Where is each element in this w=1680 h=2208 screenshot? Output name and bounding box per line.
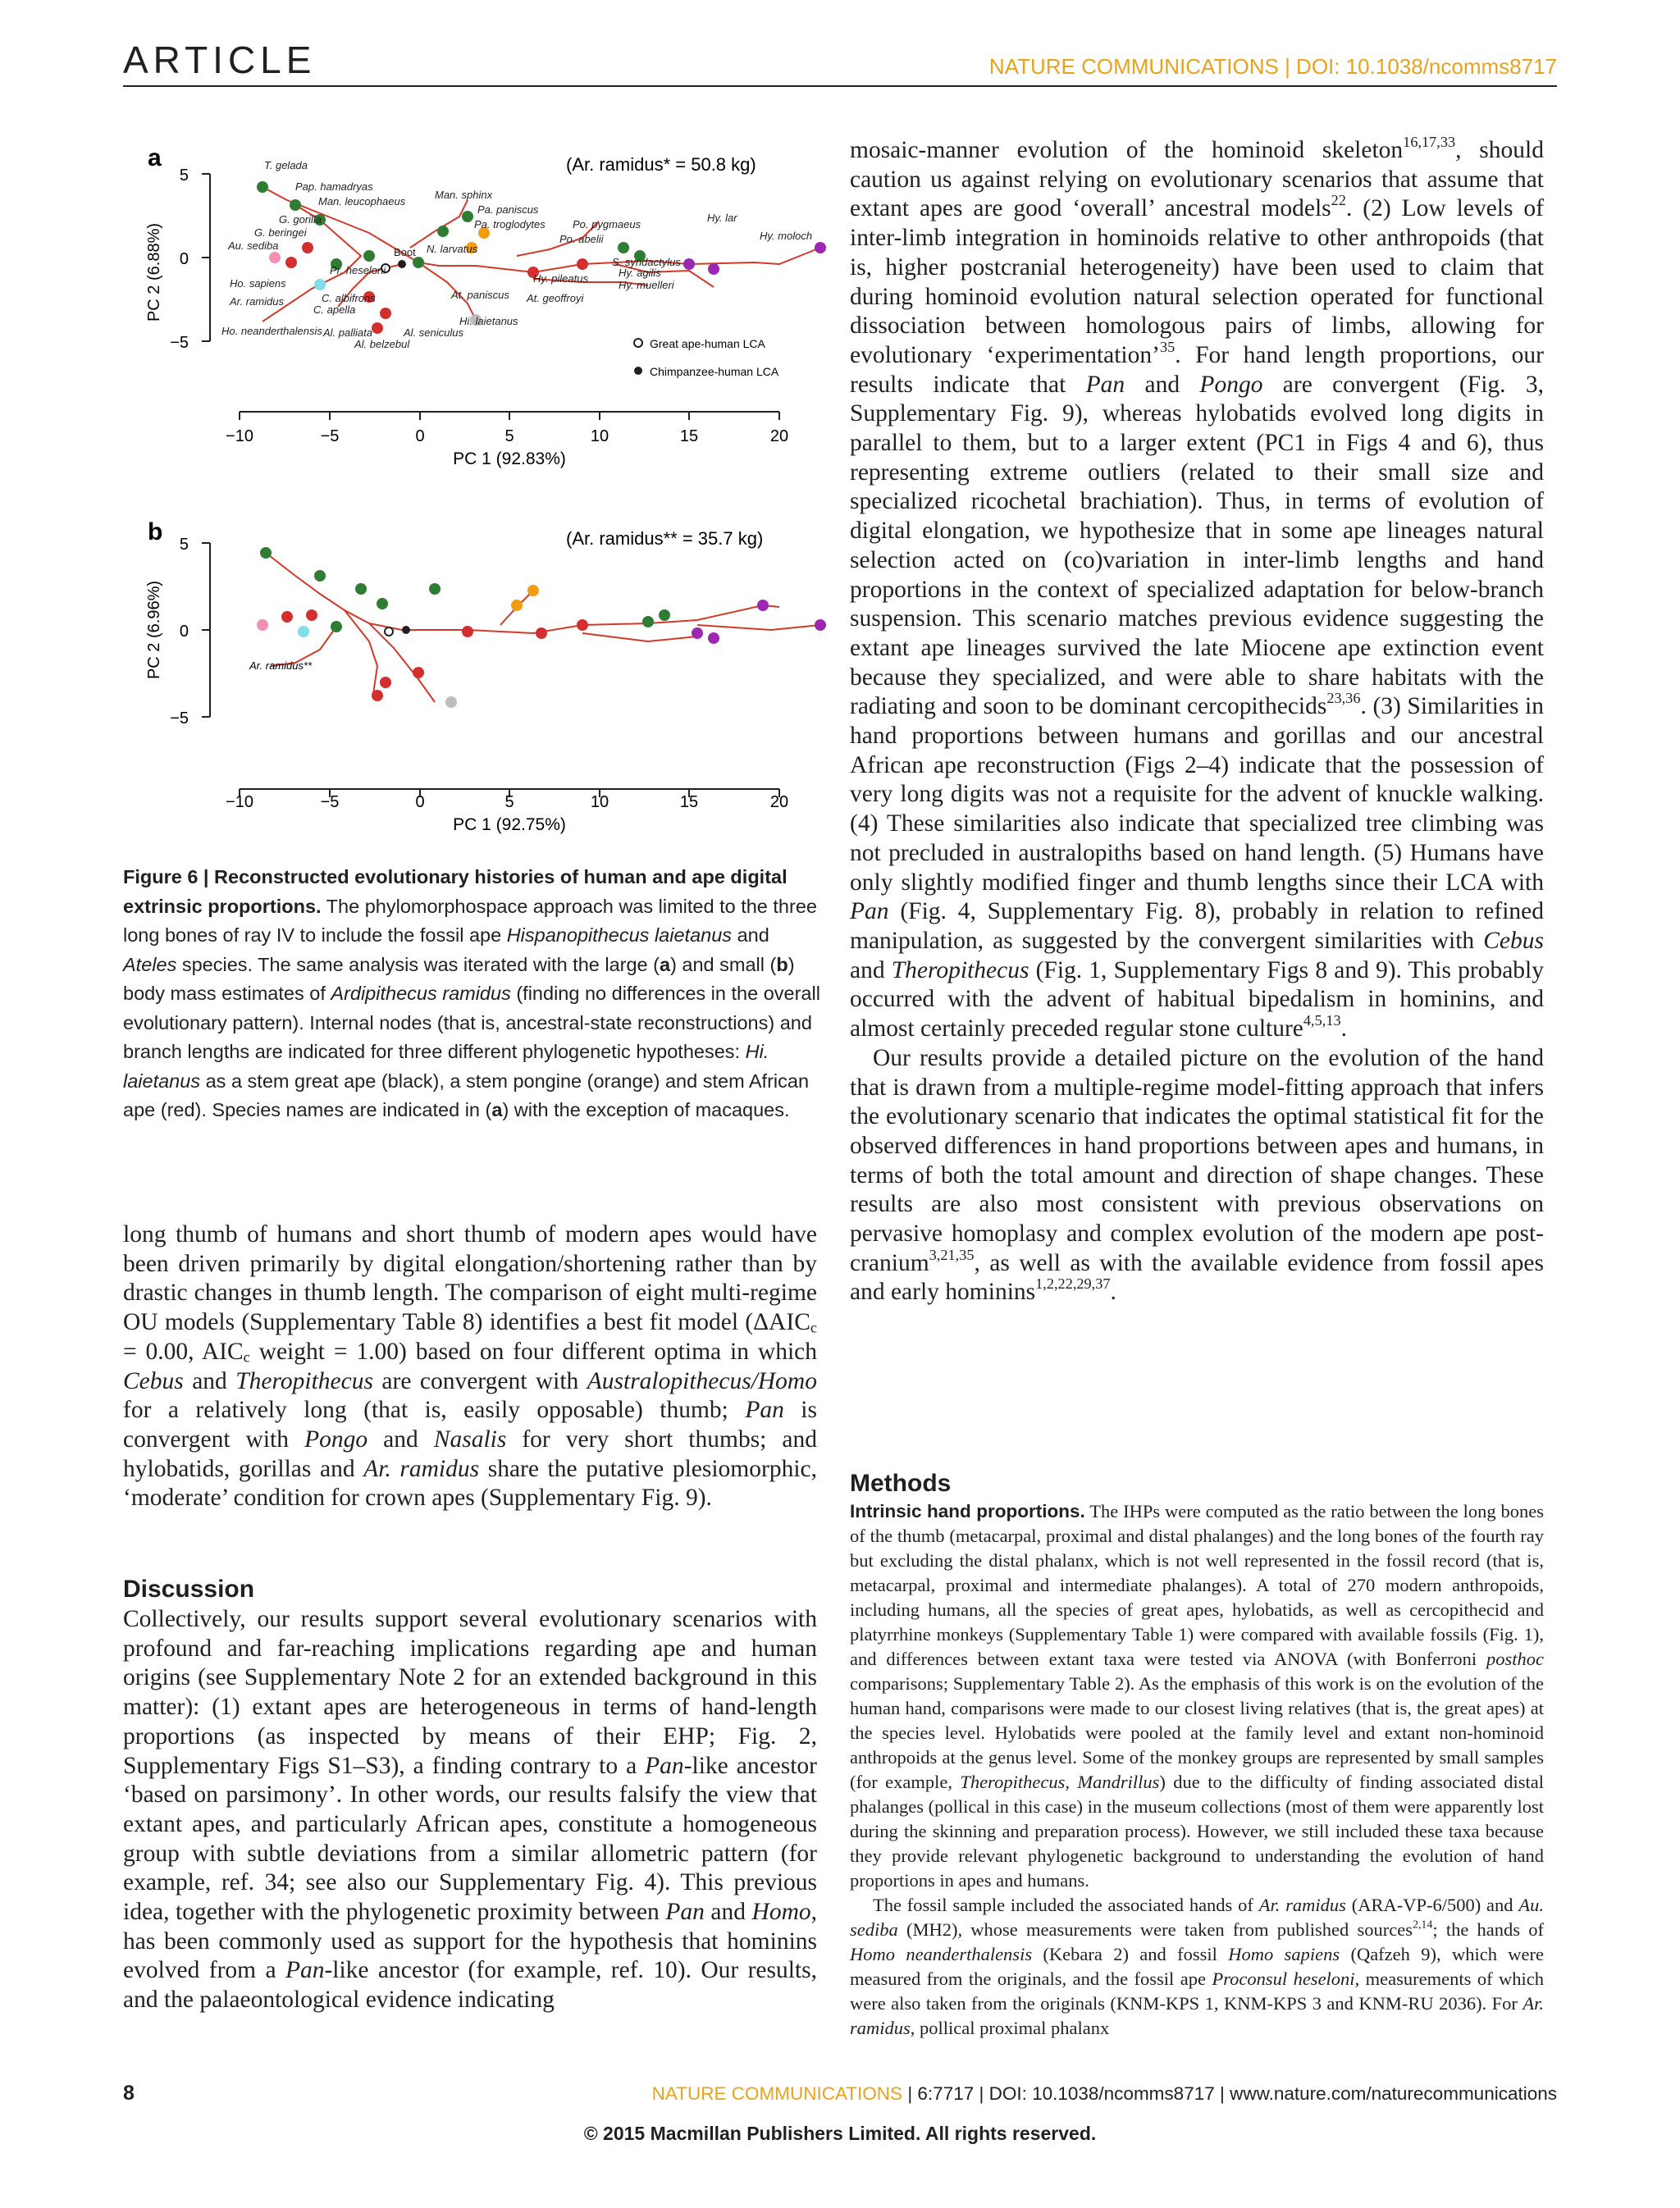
x-tick-label: 20 (769, 427, 789, 445)
species-labels (221, 159, 812, 350)
lca-filled-point (402, 626, 410, 634)
species-label: Ho. sapiens (230, 277, 286, 290)
x-tick-label: −5 (320, 793, 340, 811)
methods-heading: Methods (850, 1470, 952, 1497)
panel-b-xlabel: PC 1 (92.75%) (453, 815, 566, 834)
panel-a-ylabel: PC 2 (6.88%) (145, 222, 163, 322)
x-tick-label: 10 (590, 793, 609, 811)
species-point (413, 257, 424, 268)
lca-filled-point (398, 260, 406, 268)
species-label: Hy. muelleri (619, 279, 674, 291)
legend-open-label: Great ape-human LCA (650, 337, 765, 350)
species-point (536, 627, 547, 639)
species-label: Hy. moloch (760, 230, 813, 242)
species-point (257, 181, 268, 193)
left-column (123, 1220, 817, 2015)
species-point (257, 619, 268, 631)
species-point (577, 619, 588, 631)
species-point (462, 211, 473, 222)
panel-b-annotation: (Ar. ramidus** = 35.7 kg) (566, 528, 764, 549)
species-point (815, 619, 826, 631)
page-number: 8 (123, 2082, 135, 2105)
paragraph: mosaic-manner evolution of the hominoid skeleton$^{16,17,33}$, should caution us against relying on evolutionary scenarios that assume that extant apes are good ‘overall’ ancestral models$^{22}$. (2) Low levels of inter-limb integration in hominoids relative to other anthropoids (that is, higher postcranial heterogeneity) have been used to claim that during hominoid evolution natural selection operated for functional dissociation between homologous pairs of limbs, allowing for evolutionary ‘experimentation’$^{35}$. For hand length proportions, our results indicate that Pan and Pongo are convergent (Fig. 3, Supplementary Fig. 9), whereas hylobatids evolved long digits in parallel to them, but to a larger extent (PC1 in Figs 4 and 6), thus representing extreme outliers (related to their small size and specialized ricochetal brachiation). Thus, in terms of evolution of digital elongation, we hypothesize that in some ape lineages natural selection acted on (co)variation in inter-limb lengths and hand proportions in the context of specialized adaptation for below-branch suspension. This scenario matches previous evidence suggesting the extant ape lineages survived the late Miocene ape extinction event because they specialized, and were able to share habitats with the radiating and soon to be dominant cercopithecids$^{23,36}$. (3) Similarities in hand proportions between humans and gorillas and our ancestral African ape reconstruction (Figs 2–4) indicate that the possession of very long digits was not a requisite for the advent of knuckle walking. (4) These similarities also indicate that specialized tree climbing was not precluded in australopiths based on hand length. (5) Humans have only slightly modified finger and thumb lengths since their LCA with Pan (Fig. 4, Supplementary Fig. 8), probably in relation to refined manipulation, as suggested by the convergent similarities with Cebus and Theropithecus (Fig. 1, Supplementary Figs 8 and 9). This probably occurred with the advent of habitual bipedalism in hominins, and almost certainly preceded regular stone culture$^{4,5,13}$. (850, 134, 1544, 1042)
panel-b-branches (266, 553, 820, 702)
species-label: Pa. paniscus (477, 203, 539, 216)
species-label: Hy. agilis (619, 267, 661, 279)
species-point (260, 547, 272, 559)
panel-b-ylabel: PC 2 (6.96%) (145, 580, 163, 680)
paragraph: Intrinsic hand proportions. The IHPs were computed as the ratio between the long bones of the thumb (metacarpal, proximal and distal phalanges) and the long bones of the fourth ray but excluding the distal phalanx, which is not well represented in the fossil record (that is, metacarpal, proximal and intermediate phalanges). A total of 270 modern anthropoids, including humans, all the species of great apes, hylobatids, as well as cercopithecid and platyrrhine monkeys (Supplementary Table 1) were compared with available fossils (Fig. 1), and differences between extant taxa were tested via ANOVA (with Bonferroni posthoc comparisons; Supplementary Table 2). As the emphasis of this work is on the evolution of the human hand, comparisons were made to our closest living relatives (that is, the great apes) at the species level. Hylobatids were pooled at the family level and extant non-hominoid anthropoids at the genus level. Some of the monkey groups are represented by small samples (for example, Theropithecus, Mandrillus) due to the difficulty of finding associated distal phalanges (pollical in this case) in the museum collections (most of them were apparently lost during the skinning and preparation process). However, we still included these taxa because they provide relevant phylogenetic background to understanding the evolution of hand proportions in apes and humans. (850, 1501, 1544, 1891)
species-point (413, 667, 424, 678)
species-label: Hy. lar (707, 212, 737, 224)
species-point (708, 632, 719, 644)
species-point (815, 242, 826, 253)
species-point (372, 690, 383, 701)
species-point (355, 583, 367, 595)
x-tick-label: −10 (226, 427, 253, 445)
species-label: C. apella (313, 303, 356, 316)
x-tick-label: 0 (415, 793, 425, 811)
species-label: S. syndactylus (612, 256, 681, 268)
species-label: Al. seniculus (404, 326, 463, 339)
species-point (511, 600, 523, 611)
y-tick-label: 5 (179, 536, 189, 554)
species-label: At. geoffroyi (527, 292, 584, 304)
phylomorphospace-plots (123, 141, 837, 863)
paragraph: long thumb of humans and short thumb of modern apes would have been driven primarily by digital elongation/shortening rather than by drastic changes in thumb length. The comparison of eight multi-regime OU models (Supplementary Table 8) identifies a best fit model ($\Delta AIC_c = 0.00$, $AIC_c$ weight = 1.00) based on four different optima in which Cebus and Theropithecus are convergent with Australopithecus/Homo for a relatively long (that is, easily opposable) thumb; Pan is convergent with Pongo and Nasalis for very short thumbs; and hylobatids, gorillas and Ar. ramidus share the putative plesiomorphic, ‘moderate’ condition for crown apes (Supplementary Fig. 9). (123, 1221, 818, 1512)
paragraph: The fossil sample included the associated hands of Ar. ramidus (ARA-VP-6/500) and Au. sediba (MH2), whose measurements were taken from published sources$^{2,14}$; the hands of Homo neanderthalensis (Kebara 2) and fossil Homo sapiens (Qafzeh 9), which were measured from the originals, and the fossil ape Proconsul heseloni, measurements of which were also taken from the originals (KNM-KPS 1, KNM-KPS 3 and KNM-RU 2036). For Ar. ramidus, pollical proximal phalanx (850, 1895, 1545, 2038)
species-point (437, 226, 449, 237)
y-tick-label: 0 (179, 623, 189, 641)
species-label: G. beringei (254, 226, 307, 239)
species-point (577, 258, 588, 270)
species-label: Al. palliata (323, 326, 372, 339)
species-point (692, 627, 703, 639)
figure-6 (123, 141, 837, 863)
species-point (380, 308, 391, 319)
x-tick-label: 5 (504, 427, 514, 445)
species-label: Boot (394, 246, 416, 258)
y-tick-label: 5 (179, 167, 189, 185)
panel-a-label: a (148, 144, 162, 171)
species-point (331, 621, 342, 632)
species-point (757, 600, 769, 611)
copyright: © 2015 Macmillan Publishers Limited. All rights reserved. (583, 2123, 1097, 2144)
panel-a-xlabel: PC 1 (92.83%) (453, 449, 566, 468)
y-tick-label: −5 (170, 709, 189, 728)
y-tick-label: −5 (170, 334, 189, 352)
journal-doi-header: NATURE COMMUNICATIONS | DOI: 10.1038/ncomms8717 (988, 54, 1557, 79)
header-rule (123, 85, 1557, 87)
species-point (445, 696, 457, 708)
species-point (314, 570, 326, 582)
species-point (683, 258, 695, 270)
panel-a-annotation: (Ar. ramidus* = 50.8 kg) (566, 154, 756, 175)
x-tick-label: 5 (504, 793, 514, 811)
methods-section (850, 1468, 1544, 2041)
species-point (462, 626, 473, 637)
x-tick-label: 15 (679, 793, 699, 811)
species-label: Ar. ramidus** (249, 659, 313, 672)
species-point (314, 279, 326, 290)
figure-caption: Figure 6 | Reconstructed evolutionary histories of human and ape digital extrinsic proportions. The phylomorphospace approach was limited to the three long bones of ray IV to include the fossil ape Hispanopithecus laietanus and Ateles species. The same analysis was iterated with the large (a) and small (b) body mass estimates of Ardipithecus ramidus (finding no differences in the overall evolutionary pattern). Internal nodes (that is, ancestral-state reconstructions) and branch lengths are indicated for three different phylogenetic hypotheses: Hi. laietanus as a stem great ape (black), a stem pongine (orange) and stem African ape (red). Species names are indicated in (a) with the exception of macaques. (123, 866, 820, 1120)
species-point (527, 585, 539, 596)
x-tick-label: 10 (590, 427, 609, 445)
species-label: G. gorilla (279, 213, 322, 226)
species-point (285, 257, 297, 268)
x-tick-label: −5 (320, 427, 340, 445)
footer-citation: NATURE COMMUNICATIONS | 6:7717 | DOI: 10.1038/ncomms8717 | www.nature.com/naturecommunications (651, 2083, 1557, 2104)
species-point (377, 598, 388, 609)
species-label: Po. pygmaeus (573, 218, 641, 230)
section-label: ARTICLE (123, 39, 317, 81)
x-tick-label: 20 (769, 793, 789, 811)
species-point (618, 242, 629, 253)
legend-filled-marker (634, 367, 642, 375)
species-label: Man. sphinx (435, 189, 493, 201)
species-label: At. paniscus (451, 289, 509, 301)
species-point (642, 616, 654, 627)
species-label: Ho. neanderthalensis (221, 325, 322, 337)
species-label: Al. belzebul (354, 338, 410, 350)
right-column (850, 136, 1544, 1307)
species-point (281, 611, 293, 623)
species-point (429, 583, 441, 595)
legend-open-marker (634, 339, 642, 347)
species-label: Man. leucophaeus (318, 195, 406, 208)
paragraph: Our results provide a detailed picture on the evolution of the hand that is drawn from a multiple-regime model-fitting approach that infers the evolutionary scenario that indicates the optimal statistical fit for the observed differences in hand proportions between apes and humans, in terms of both the total amount and direction of shape changes. These results are also most consistent with previous observations on pervasive homoplasy and complex evolution of the modern ape post-cranium$^{3,21,35}$, as well as with the available evidence from fossil apes and early hominins$^{1,2,22,29,37}$. (850, 1044, 1544, 1306)
species-label: Ar. ramidus (230, 295, 284, 308)
discussion-heading: Discussion (123, 1576, 255, 1604)
methods-text (850, 1499, 1544, 2041)
species-point (269, 252, 281, 263)
species-point (302, 242, 313, 253)
species-point (298, 626, 309, 637)
species-point (659, 609, 670, 621)
y-tick-label: 0 (179, 250, 189, 268)
species-point (380, 677, 391, 688)
species-label: Pr. heseloni (330, 264, 386, 276)
species-point (363, 250, 375, 262)
caption-title: Figure 6 | Reconstructed evolutionary histories of human and ape digital extrinsic proportions. (123, 866, 788, 917)
species-label: C. albifrons (322, 292, 376, 304)
species-label: Hi. laietanus (459, 315, 518, 327)
lca-open-point (385, 627, 393, 636)
legend-filled-label: Chimpanzee-human LCA (650, 365, 779, 378)
x-tick-label: 0 (415, 427, 425, 445)
species-label: Au. sediba (228, 240, 279, 252)
species-point (708, 263, 719, 275)
species-label: T. gelada (264, 159, 308, 171)
species-point (306, 609, 317, 621)
species-label: Pa. troglodytes (474, 218, 546, 230)
species-label: N. larvatus (427, 243, 478, 255)
species-label: Po. abelii (559, 233, 604, 245)
species-point (290, 199, 301, 211)
paragraph: Collectively, our results support several evolutionary scenarios with profound and far-reaching implications regarding ape and human origins (see Supplementary Note 2 for an extended background in this matter): (1) extant apes are heterogeneous in terms of hand-length proportions (as inspected by means of their EHP; Fig. 2, Supplementary Figs S1–S3), a finding contrary to a Pan-like ancestor ‘based on parsimony’. In other words, our results falsify the view that extant apes, and particularly African apes, constitute a homogeneous group with subtle deviations from a similar allometric pattern (for example, ref. 34; see also our Supplementary Fig. 4). This previous idea, together with the phylogenetic proximity between Pan and Homo, has been commonly used as support for the hypothesis that hominins evolved from a Pan-like ancestor (for example, ref. 10). Our results, and the palaeontological evidence indicating (123, 1606, 818, 2014)
x-tick-label: 15 (679, 427, 699, 445)
species-point (372, 322, 383, 334)
x-tick-label: −10 (226, 793, 253, 811)
panel-b-label: b (148, 518, 163, 545)
species-label: Hy. pileatus (533, 272, 588, 285)
species-label: Pap. hamadryas (295, 180, 373, 193)
